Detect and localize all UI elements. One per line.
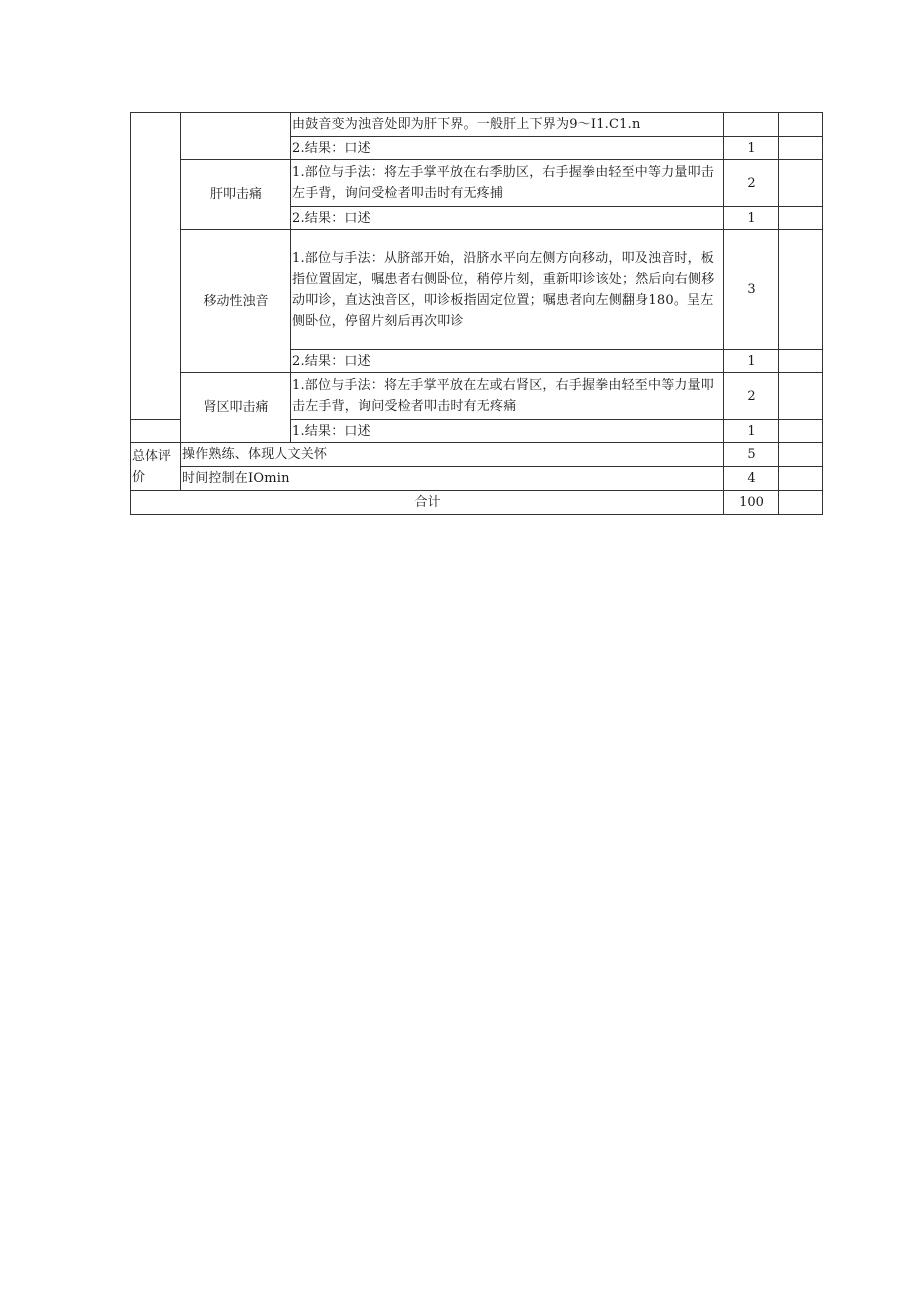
criteria-cell: 时间控制在IOmin — [181, 467, 724, 491]
scoring-table — [130, 112, 823, 515]
table-row — [131, 443, 823, 467]
score-cell: 2 — [724, 160, 779, 207]
actual-score-cell — [779, 491, 823, 515]
actual-score-cell — [779, 137, 823, 160]
score-cell: 3 — [724, 230, 779, 350]
criteria-cell: 1.部位与手法：将左手掌平放在左或右肾区，右手握拳由轻至中等力量叩击左手背，询问受检者叩击时有无疼痛 — [291, 373, 724, 420]
table-row — [131, 230, 823, 350]
item-cell: 肾区叩击痛 — [181, 373, 291, 443]
scoring-sheet — [130, 112, 823, 515]
score-cell: 1 — [724, 420, 779, 443]
total-row — [131, 491, 823, 515]
actual-score-cell — [779, 420, 823, 443]
table-row — [131, 113, 823, 137]
score-cell: 1 — [724, 137, 779, 160]
actual-score-cell — [779, 467, 823, 491]
category-cell — [131, 420, 181, 443]
actual-score-cell — [779, 160, 823, 207]
item-cell: 肝叩击痛 — [181, 160, 291, 230]
actual-score-cell — [779, 373, 823, 420]
overall-evaluation-label: 总体评价 — [131, 443, 181, 491]
criteria-cell: 1.部位与手法：从脐部开始，沿脐水平向左侧方向移动，叩及浊音时，板指位置固定，嘱患者右侧卧位，稍停片刻，重新叩诊该处；然后向右侧移动叩诊，直达浊音区，叩诊板指固定位置；嘱患者向左侧翻身180。呈左侧卧位，停留片刻后再次叩诊 — [291, 230, 724, 350]
criteria-cell: 1.结果：口述 — [291, 420, 724, 443]
actual-score-cell — [779, 230, 823, 350]
criteria-cell: 1.部位与手法：将左手掌平放在右季肋区，右手握拳由轻至中等力量叩击左手背，询问受检者叩击时有无疼捕 — [291, 160, 724, 207]
actual-score-cell — [779, 113, 823, 137]
score-cell — [724, 113, 779, 137]
criteria-cell: 由鼓音变为浊音处即为肝下界。一般肝上下界为9～I1.C1.n — [291, 113, 724, 137]
score-cell: 4 — [724, 467, 779, 491]
table-row — [131, 373, 823, 420]
item-cell: 移动性浊音 — [181, 230, 291, 373]
criteria-cell: 2.结果：口述 — [291, 350, 724, 373]
criteria-cell: 2.结果：口述 — [291, 137, 724, 160]
actual-score-cell — [779, 443, 823, 467]
table-row — [131, 160, 823, 207]
total-label: 合计 — [131, 491, 724, 515]
table-row — [131, 467, 823, 491]
score-cell: 1 — [724, 207, 779, 230]
criteria-cell: 2.结果：口述 — [291, 207, 724, 230]
category-cell — [131, 113, 181, 420]
score-cell: 2 — [724, 373, 779, 420]
actual-score-cell — [779, 207, 823, 230]
item-cell — [181, 113, 291, 160]
score-cell: 5 — [724, 443, 779, 467]
score-cell: 1 — [724, 350, 779, 373]
actual-score-cell — [779, 350, 823, 373]
total-score: 100 — [724, 491, 779, 515]
criteria-cell: 操作熟练、体现人文关怀 — [181, 443, 724, 467]
